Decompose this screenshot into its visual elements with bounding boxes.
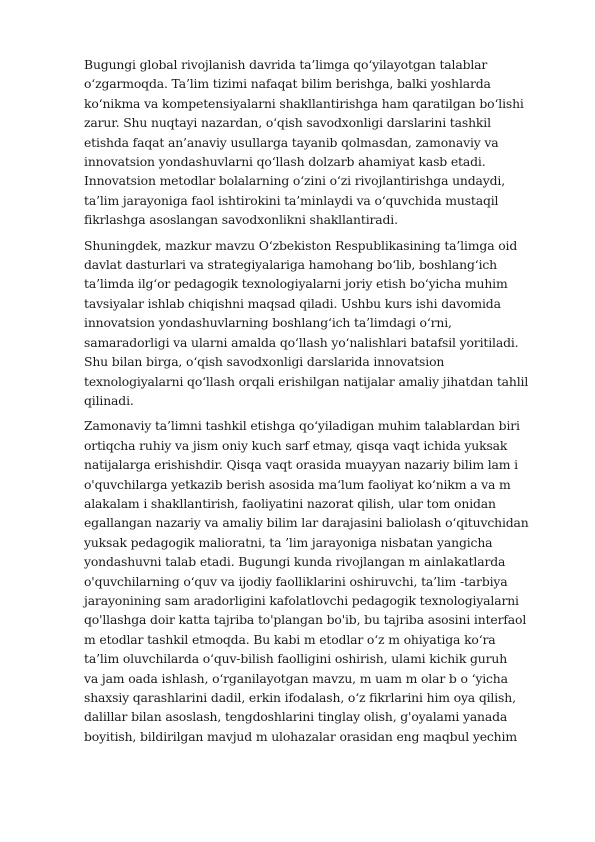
paragraph-2 [84,236,554,411]
text-line: fikrlashga asoslangan savodxonlikni shakllantiradi. [84,212,398,228]
text-line: dalillar bilan asoslash, tengdoshlarini tinglay olish, g'oyalami yanada [84,709,508,725]
text-line: qo'llashga doir katta tajriba to'plangan bo'ib, bu tajriba asosini interfaol [84,612,527,628]
paragraph-3 [84,416,554,746]
text-line: o'quvchilarga yetkazib berish asosida ma‘lum faoliyat ko‘nikm a va m [84,476,511,492]
text-line: ortiqcha ruhiy va jism oniy kuch sarf etmay, qisqa vaqt ichida yuksak [84,437,508,453]
document-page [84,55,554,752]
text-line: texnologiyalarni qo‘llash orqali erishilgan natijalar amaliy jihatdan tahlil [84,373,529,389]
paragraph-1 [84,55,554,230]
text-line: ta’limda ilg‘or pedagogik texnologiyalarni joriy etish bo‘yicha muhim [84,276,508,292]
text-line: qilinadi. [84,392,134,408]
text-line: Bugungi global rivojlanish davrida ta’limga qo‘yilayotgan talablar [84,57,488,72]
text-line: va jam oada ishlash, o‘rganilayotgan mavzu, m uam m olar b o ‘yicha [84,670,508,686]
text-line: ta’lim oluvchilarda o‘quv-bilish faolligini oshirish, ulami kichik guruh [84,651,508,667]
text-line: Shu bilan birga, o‘qish savodxonligi darslarida innovatsion [84,354,445,370]
text-line: davlat dasturlari va strategiyalariga hamohang bo‘lib, boshlang‘ich [84,257,498,273]
text-line: o'quvchilarning o‘quv va ijodiy faolliklarini oshiruvchi, ta’lim -tarbiya [84,573,508,589]
text-line: jarayonining sam aradorligini kafolatlovchi pedagogik texnologiyalarni [84,592,519,608]
text-line: Innovatsion metodlar bolalarning o‘zini o‘zi rivojlantirishga undaydi, [84,173,506,189]
text-line: ko‘nikma va kompetensiyalarni shakllantirishga ham qaratilgan bo‘lishi [84,95,524,111]
text-line: alakalam i shakllantirish, faoliyatini nazorat qilish, ular tom onidan [84,495,496,511]
text-line: egallangan nazariy va amaliy bilim lar darajasini baliolash o‘qituvchidan [84,515,529,531]
text-line: Zamonaviy ta’limni tashkil etishga qo‘yiladigan muhim talablardan biri [84,418,520,434]
text-line: ta’lim jarayoniga faol ishtirokini ta’minlaydi va o‘quvchida mustaqil [84,192,499,208]
text-line: samaradorligi va ularni amalda qo‘llash yo‘nalishlari batafsil yoritiladi. [84,334,519,350]
text-line: yuksak pedagogik malioratni, ta ’lim jarayoniga nisbatan yangicha [84,534,493,550]
text-line: natijalarga erishishdir. Qisqa vaqt orasida muayyan nazariy bilim lam i [84,457,518,473]
text-line: tavsiyalar ishlab chiqishni maqsad qiladi. Ushbu kurs ishi davomida [84,295,501,311]
text-line: m etodlar tashkil etmoqda. Bu kabi m etodlar o‘z m ohiyatiga ko‘ra [84,631,496,647]
text-line: Shuningdek, mazkur mavzu O‘zbekiston Respublikasining ta’limga oid [84,237,518,253]
text-line: o‘zgarmoqda. Ta’lim tizimi nafaqat bilim berishga, balki yoshlarda [84,76,491,92]
text-line: shaxsiy qarashlarini dadil, erkin ifodalash, o‘z fikrlarini him oya qilish, [84,690,516,705]
text-line: zarur. Shu nuqtayi nazardan, o‘qish savodxonligi darslarini tashkil [84,115,491,131]
text-line: etishda faqat an’anaviy usullarga tayanib qolmasdan, zamonaviy va [84,134,499,150]
text-line: boyitish, bildirilgan mavjud m ulohazalar orasidan eng maqbul yechim [84,728,517,744]
text-line: innovatsion yondashuvlarni qo‘llash dolzarb ahamiyat kasb etadi. [84,154,486,170]
text-line: yondashuvni talab etadi. Bugungi kunda rivojlangan m ainlakatlarda [84,554,506,570]
text-line: innovatsion yondashuvlarning boshlang‘ich ta’limdagi o‘rni, [84,315,452,331]
